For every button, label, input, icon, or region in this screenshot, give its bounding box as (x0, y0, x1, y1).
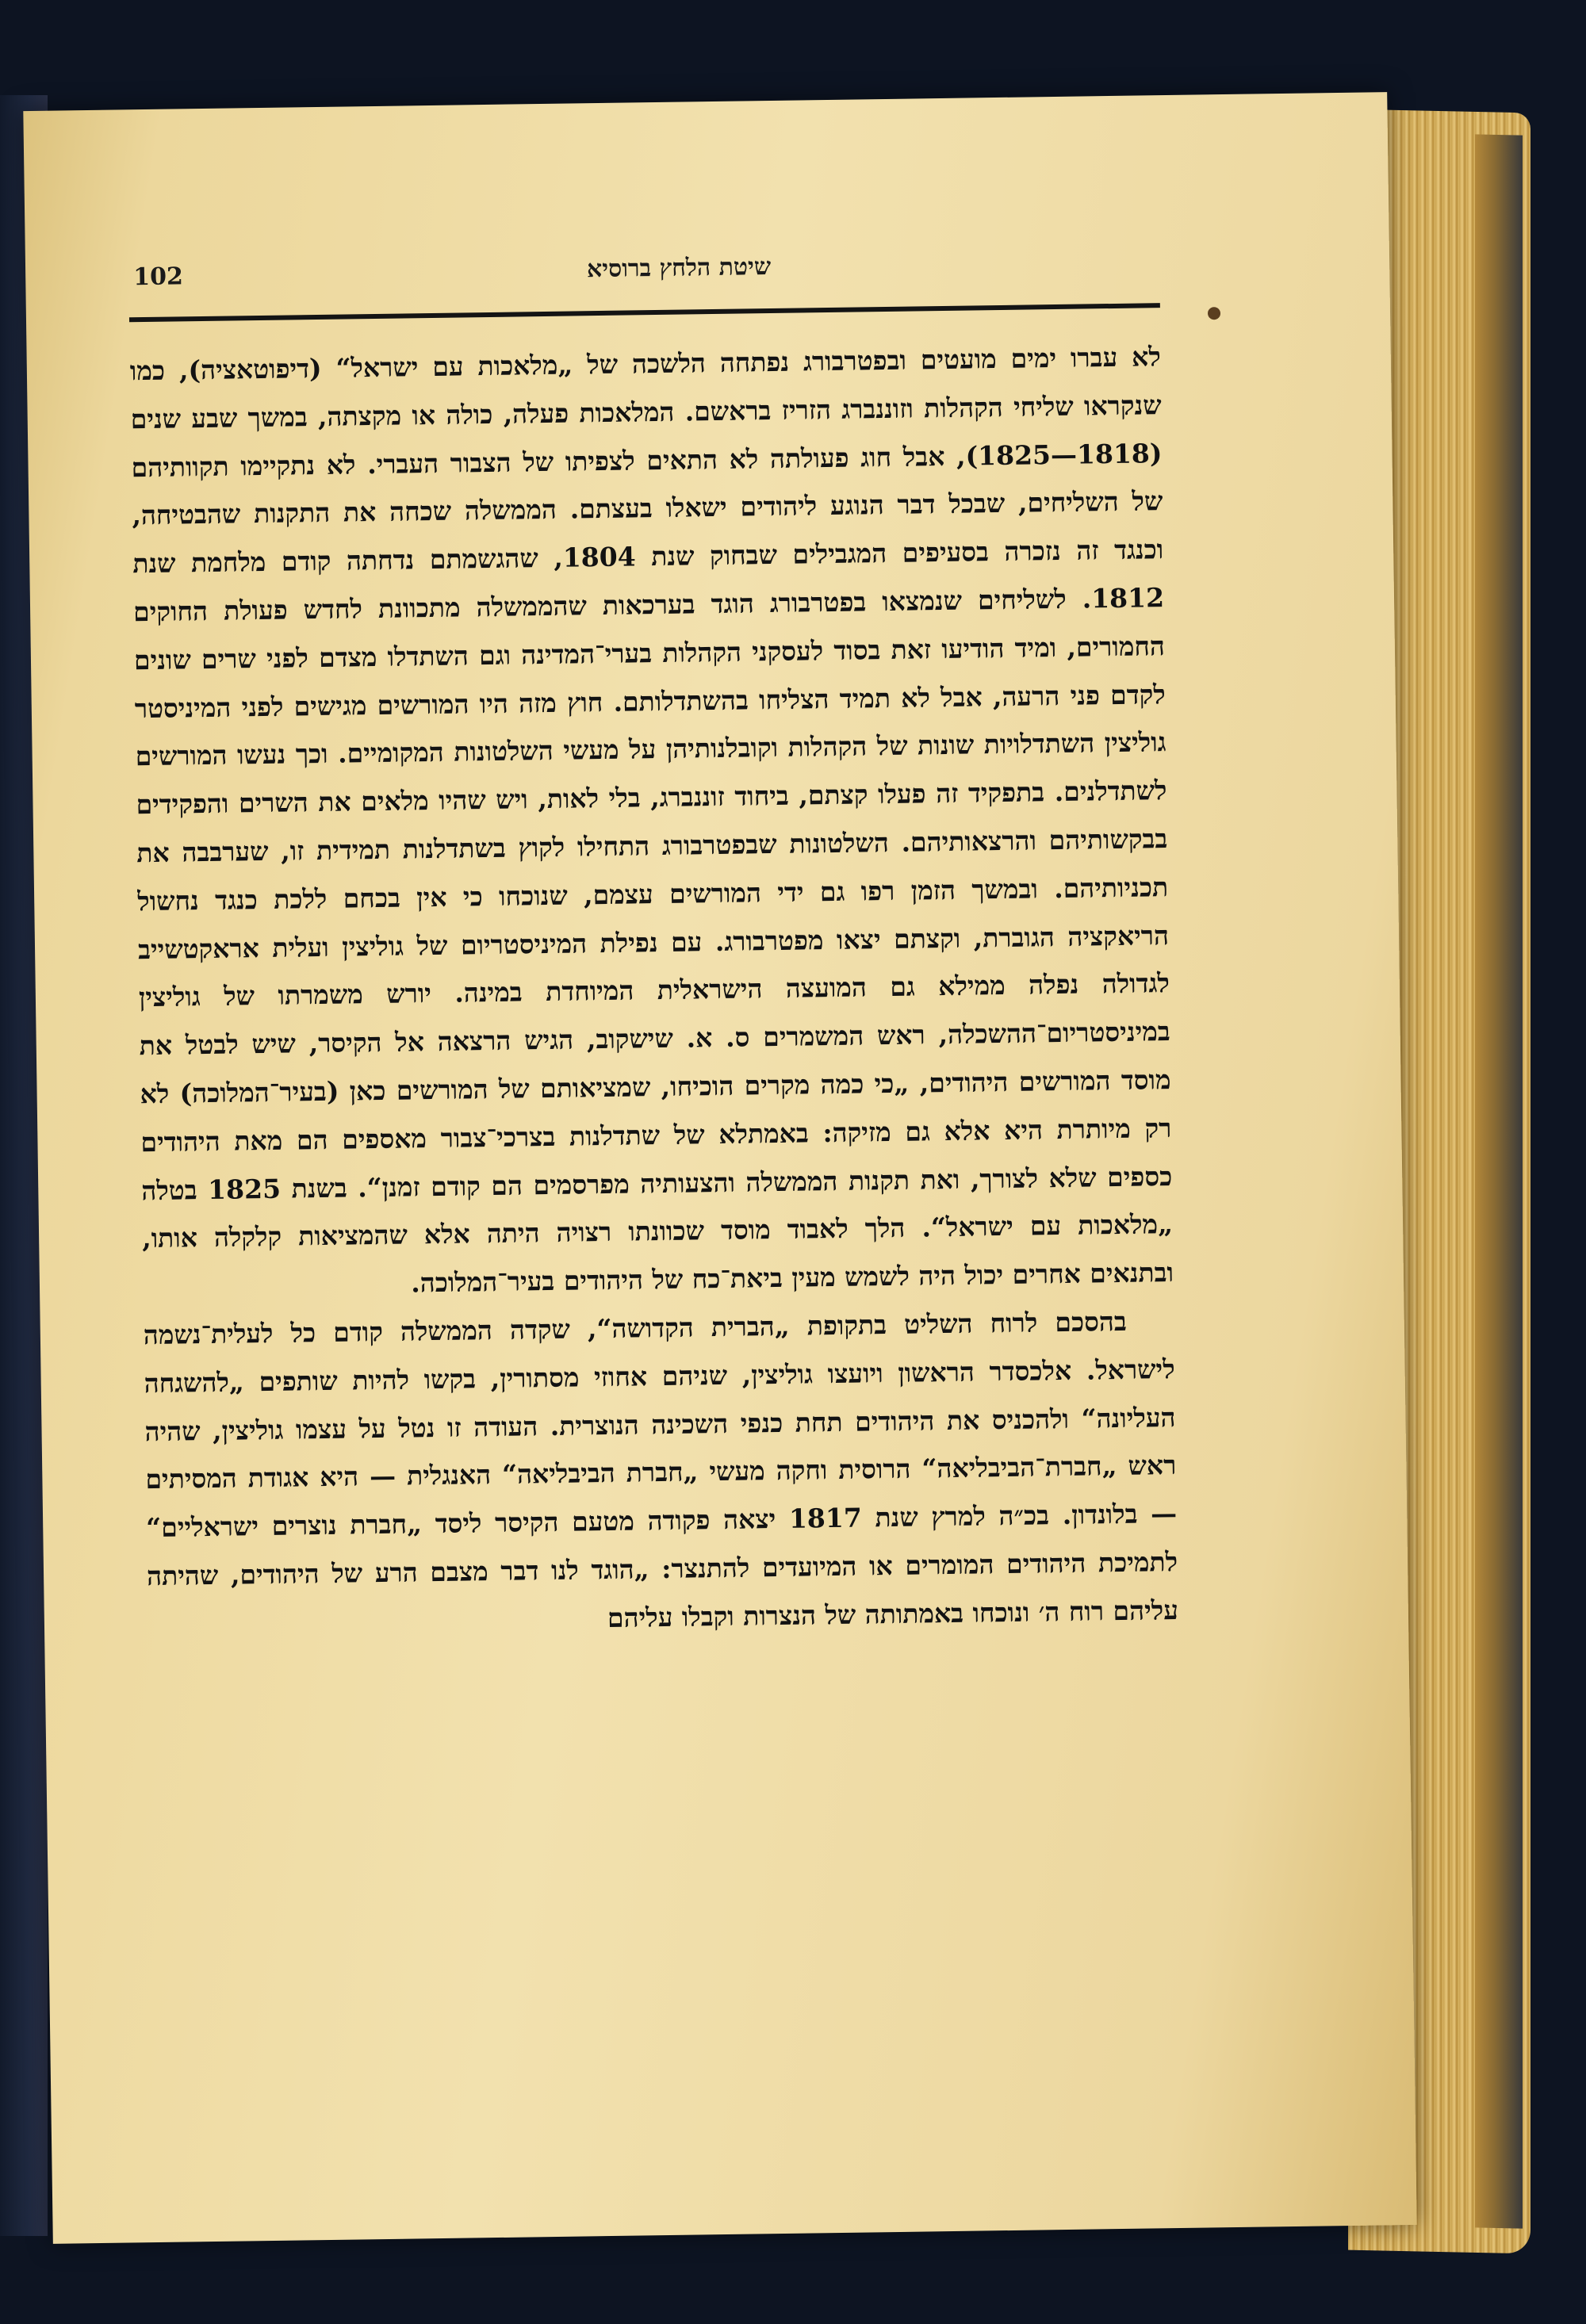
page-number: 102 (133, 262, 184, 292)
paragraph-1: לא עברו ימים מועטים ובפטרבורג נפתחה הלשכה של „מלאכות עם ישראל“ (דיפוטאציה), כמו שנקראו שליחי הקהלות וזוננברג הזריז בראשם. המלאכות פעלה, כולה או מקצתה, במשך שבע שנים (1818—1825), אבל חוג פעולתה לא התאים לצפיתו של הצבור העברי. לא נתקיימו תקוותיהם של השליחים, שבכל דבר הנוגע ליהודים ישאלו בעצתם. הממשלה שכחה את התקנות שהבטיחה, וכנגד זה נזכרה בסעיפים המגבילים שבחוק שנת 1804, שהגשמתם נדחתה קודם מלחמת שנת 1812. לשליחים שנמצאו בפטרבורג הוגד בערכאות שהממשלה מתכוונת לחדש פעולת החוקים החמורים, ומיד הודיעו זאת בסוד לעסקני הקהלות בערי־המדינה וגם השתדלו מצדם לפני שרים שונים לקדם פני הרעה, אבל לא תמיד הצליחו בהשתדלותם. חוץ מזה היו המורשים מגישים לפני המיניסטר גוליצין השתדלויות שונות של הקהלות וקובלנותיהן על מעשי השלטונות המקומיים. וכך נעשו המורשים לשתדלנים. בתפקיד זה פעלו קצתם, ביחוד זוננברג, בלי לאות, ויש שהיו מלאים את השרים והפקידים בבקשותיהם והרצאותיהם. השלטונות שבפטרבורג התחילו לקוץ בשתדלנות תמידית זו, שערבבה את תכניותיהם. ובמשך הזמן רפו גם ידי המורשים עצמם, שנוכחו כי אין בכחם ללכת כנגד נחשול הריאקציה הגוברת, וקצתם יצאו מפטרבורג. עם נפילת המיניסטריום של גוליצין ועלית אראקטשייב לגדולה נפלה ממילא גם המועצה הישראלית המיוחדת במינה. יורש משמרתו של גוליצין במיניסטריום־ההשכלה, ראש המשמרים ס. א. שישקוב, הגיש הרצאה אל הקיסר, שיש לבטל את מוסד המורשים היהודים, „כי כמה מקרים הוכיחו, שמציאותם של המורשים כאן (בעיר־המלוכה) לא רק מיותרת היא אלא גם מזיקה: באמתלא של שתדלנות בצרכי־צבור מאספים הם מאת היהודים כספים שלא לצורך, ואת תקנות הממשלה והצעותיה מפרסמים הם קודם זמנן“. בשנת 1825 בטלה „מלאכות עם ישראל“. הלך לאבוד מוסד שכוונתו רצויה היתה אלא שהמציאות קלקלה אותו, ובתנאים אחרים יכול היה לשמש מעין ביאת־כח של היהודים בעיר־המלוכה. (129, 341, 1174, 1299)
page-stack-shadow (1475, 134, 1523, 2228)
book-page (23, 92, 1416, 2244)
running-head: שיטת הלחץ ברוסיא (586, 252, 772, 284)
paragraph-2: בהסכם לרוח השליט בתקופת „הברית הקדושה“, שקדה הממשלה קודם כל לעלית־נשמה לישראל. אלכסדר הראשון ויועצו גוליצין, שניהם אחוזי מסתורין, בקשו להיות שותפים „להשגחה העליונה“ ולהכניס את היהודים תחת כנפי השכינה הנוצרית. העודה זו נטל על עצמו גוליצין, שהיה ראש „חברת־הביבליאה“ הרוסית וחקה מעשי „חברת הביבליאה“ האנגלית — היא אגודת המסיתים — בלונדון. בכ״ה למרץ שנת 1817 יצאה פקודה מטעם הקיסר ליסד „חברת נוצרים ישראליים“ לתמיכת היהודים המומרים או המיועדים להתנצר: „הוגד לנו דבר מצבם הרע של היהודים, שהיתה עליהם רוח ה׳ ונוכחו באמתותה של הנצרות וקבלו עליהם (143, 1305, 1179, 1633)
ink-spot (1208, 307, 1220, 320)
page-header (128, 248, 1136, 310)
body-text (129, 333, 1187, 2266)
